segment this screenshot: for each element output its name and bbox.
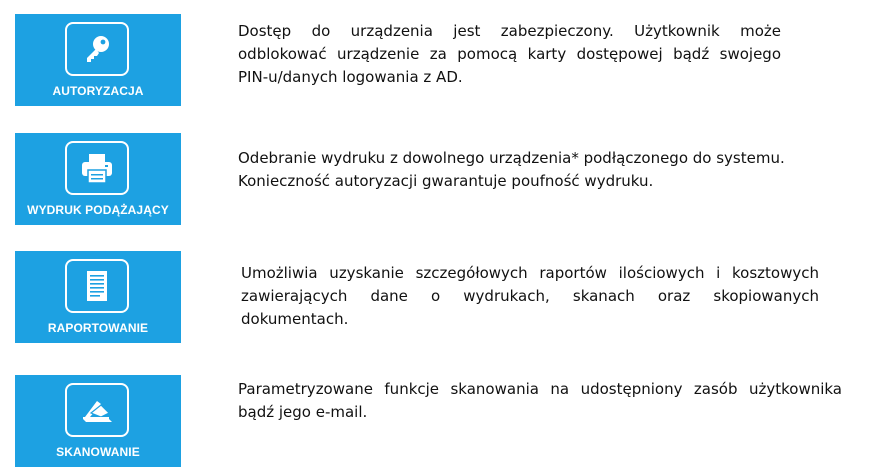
feature-description	[238, 147, 838, 193]
tile-label: SKANOWANIE	[56, 445, 140, 459]
document-icon	[82, 268, 112, 304]
feature-tile-skanowanie[interactable]	[15, 375, 181, 467]
feature-tile-wydruk-podazajacy[interactable]	[15, 133, 181, 225]
tile-label: AUTORYZACJA	[52, 84, 144, 98]
description-line: odblokować urządzenie za pomocą karty dostępowej bądź swojego	[238, 45, 781, 63]
icon-frame	[65, 383, 129, 437]
description-line: zawierających dane o wydrukach, skanach oraz skopiowanych	[241, 287, 819, 305]
description-line: Odebranie wydruku z dowolnego urządzenia* podłączonego do systemu.	[238, 149, 785, 167]
tile-label: RAPORTOWANIE	[47, 321, 149, 335]
feature-tile-autoryzacja[interactable]	[15, 14, 181, 106]
tile-label: WYDRUK PODĄŻAJĄCY	[27, 203, 169, 217]
icon-frame	[65, 141, 129, 195]
description-line: PIN-u/danych logowania z AD.	[238, 68, 463, 86]
feature-description	[238, 378, 842, 424]
icon-frame	[65, 259, 129, 313]
description-line: Umożliwia uzyskanie szczegółowych raportów ilościowych i kosztowych	[241, 264, 819, 282]
key-icon	[80, 32, 114, 66]
description-line: Konieczność autoryzacji gwarantuje poufność wydruku.	[238, 172, 654, 190]
icon-frame	[65, 22, 129, 76]
feature-description	[238, 20, 781, 89]
feature-tile-raportowanie[interactable]	[15, 251, 181, 343]
feature-description	[241, 262, 819, 331]
description-line: Parametryzowane funkcje skanowania na udostępniony zasób użytkownika	[238, 380, 842, 398]
description-line: Dostęp do urządzenia jest zabezpieczony. Użytkownik może	[238, 22, 781, 40]
scanner-icon	[79, 393, 115, 427]
printer-icon	[79, 151, 115, 185]
description-line: bądź jego e-mail.	[238, 403, 368, 421]
description-line: dokumentach.	[241, 310, 349, 328]
